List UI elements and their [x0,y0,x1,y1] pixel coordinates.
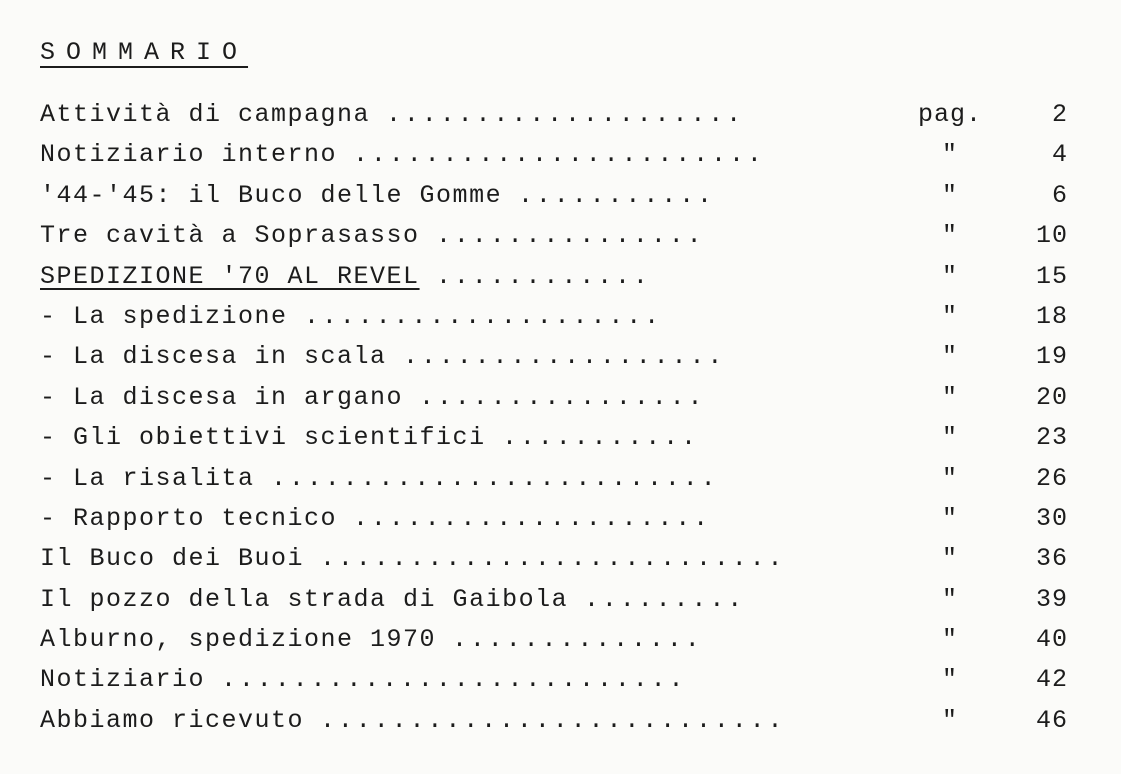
toc-leader-dots: ......... [584,584,746,614]
toc-page-ref: " [941,665,958,695]
toc-leader-dots: .................... [353,503,712,533]
toc-page-ref: " [941,584,958,614]
toc-leader-dots: .................. [403,342,726,372]
toc-entry [40,502,1080,542]
toc-entry-title: Notiziario [40,665,206,695]
toc-entry-title: Il pozzo della strada di Gaibola [40,584,569,614]
toc-page-number: 10 [1035,221,1068,251]
toc-entry-title: Il Buco dei Buoi [40,544,305,574]
toc-page-ref: " [941,180,958,210]
toc-page-ref: " [941,625,958,655]
toc-leader-dots: ........... [518,180,715,210]
toc-entry [40,462,1080,502]
toc-entry-title: Alburno, spedizione 1970 [40,625,437,655]
toc-page-ref: " [941,382,958,412]
toc-entry [40,260,1080,300]
toc-entry [40,340,1080,380]
toc-page-number: 2 [1051,100,1068,129]
toc-page-number: 30 [1035,503,1068,533]
toc-page-number: 23 [1035,423,1068,453]
toc-entry-title: - La spedizione [40,301,288,331]
toc-leader-dots: .................... [386,100,745,129]
toc-entry [40,300,1080,340]
toc-leader-dots: ........... [502,423,699,453]
toc-page-number: 4 [1051,140,1068,170]
toc-page-number: 46 [1035,705,1068,735]
toc-leader-dots: .............. [452,625,703,655]
toc-page-ref: " [941,261,958,291]
toc-page-ref: " [941,140,958,170]
toc-entry [40,381,1080,421]
toc-entry [40,542,1080,582]
toc-entry [40,219,1080,259]
toc-leader-dots: ....................... [353,140,765,170]
toc-page-number: 6 [1051,180,1068,210]
toc-entry-title: - La risalita [40,463,255,493]
table-of-contents [40,98,1080,744]
toc-page-ref: pag. [917,100,982,129]
toc-entry-title: - Rapporto tecnico [40,503,338,533]
toc-page-number: 19 [1035,342,1068,372]
toc-leader-dots: .......................... [320,544,786,574]
toc-entry [40,179,1080,219]
toc-page-ref: " [941,301,958,331]
toc-leader-dots: ......................... [271,463,719,493]
page-title: SOMMARIO [40,38,249,67]
toc-page-ref: " [941,463,958,493]
toc-page-number: 20 [1035,382,1068,412]
toc-page-number: 40 [1035,625,1068,655]
toc-page-ref: " [941,544,958,574]
toc-entry [40,663,1080,703]
toc-entry-title: Tre cavità a Soprasasso [40,221,420,251]
toc-page-number: 42 [1035,665,1068,695]
toc-page-ref: " [941,342,958,372]
toc-entry [40,704,1080,744]
toc-page-number: 18 [1035,301,1068,331]
toc-entry [40,138,1080,178]
toc-leader-dots: ............... [436,221,705,251]
toc-leader-dots: ............ [436,261,651,291]
toc-page-ref: " [941,423,958,453]
toc-page-number: 15 [1035,261,1068,291]
toc-entry-title: SPEDIZIONE '70 AL REVEL [40,261,420,291]
toc-page-ref: " [941,221,958,251]
toc-entry-title: Abbiamo ricevuto [40,705,305,735]
toc-page-ref: " [941,705,958,735]
toc-entry-title: - Gli obiettivi scientifici [40,423,486,453]
toc-entry-title: - La discesa in argano [40,382,404,412]
toc-entry [40,583,1080,623]
toc-page-number: 36 [1035,544,1068,574]
toc-page-number: 39 [1035,584,1068,614]
toc-entry-title: Notiziario interno [40,140,338,170]
toc-entry [40,623,1080,663]
toc-entry [40,421,1080,461]
toc-leader-dots: ................ [419,382,706,412]
toc-page-number: 26 [1035,463,1068,493]
toc-entry-title: '44-'45: il Buco delle Gomme [40,180,503,210]
toc-leader-dots: .......................... [320,705,786,735]
toc-entry [40,98,1080,138]
toc-leader-dots: .................... [304,301,663,331]
toc-entry-title: Attività di campagna [40,100,371,129]
toc-leader-dots: .......................... [221,665,687,695]
toc-page-ref: " [941,503,958,533]
toc-entry-title: - La discesa in scala [40,342,387,372]
